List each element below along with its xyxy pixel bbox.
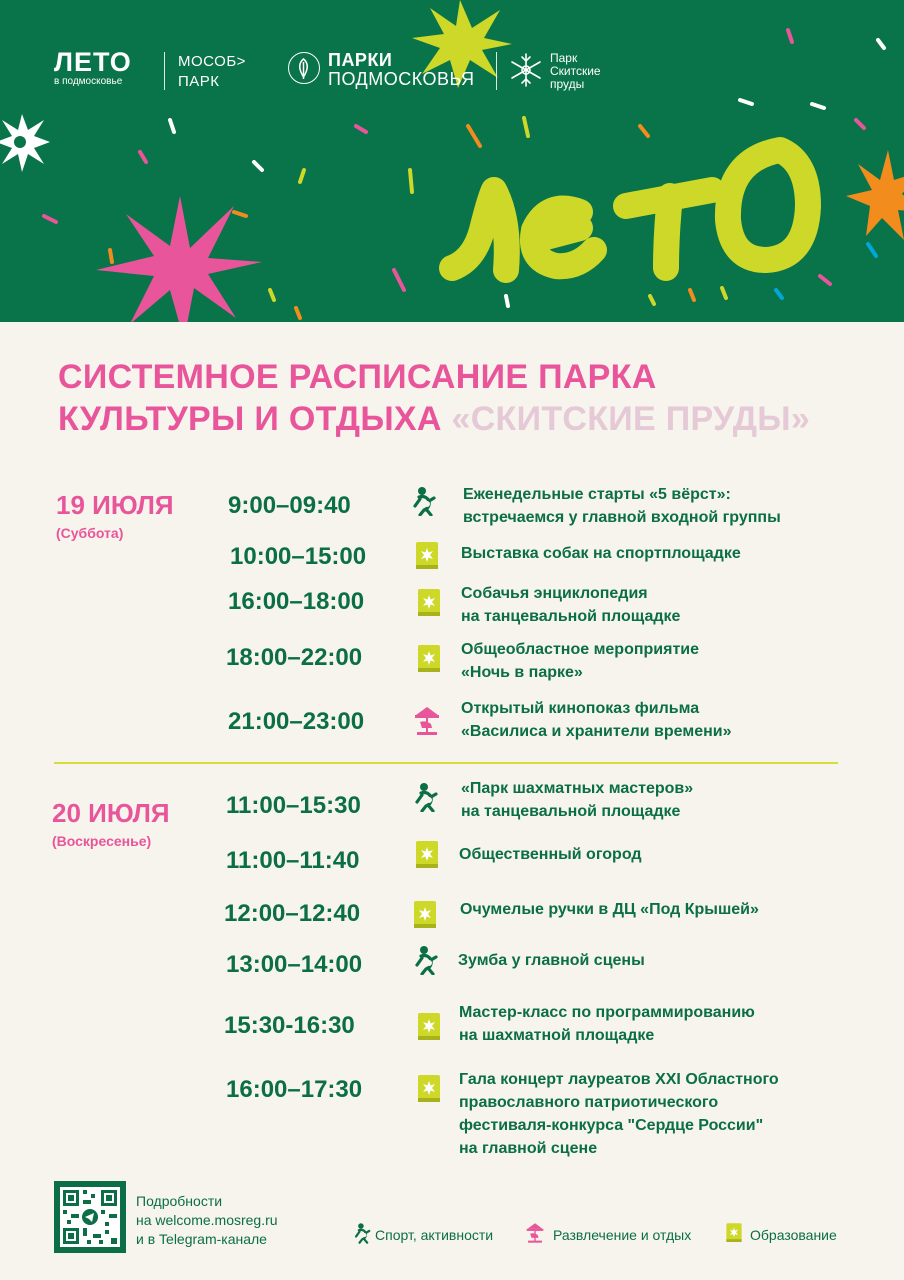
day-weekday: (Суббота) (56, 525, 124, 541)
event-time: 15:30-16:30 (224, 1012, 355, 1039)
event-text-line1: Гала концерт лауреатов XXI Областного (459, 1071, 779, 1088)
schedule-row (0, 641, 904, 681)
more-info (136, 1192, 278, 1249)
event-text-line1: Мастер-класс по программированию (459, 1004, 755, 1021)
qr-code-pattern (54, 1181, 126, 1253)
event-text-line1: Зумба у главной сцены (458, 952, 645, 969)
day-divider (54, 762, 838, 764)
schedule-row (0, 1004, 904, 1044)
logo-skit-line1: Парк (550, 51, 578, 65)
education-icon (414, 840, 440, 870)
title-line1: СИСТЕМНОЕ РАСПИСАНИЕ ПАРКА (58, 358, 657, 396)
event-text-line1: «Парк шахматных мастеров» (461, 780, 694, 797)
schedule-row (0, 949, 904, 978)
entertainment-icon (414, 706, 440, 736)
schedule-row (0, 541, 904, 570)
event-text-line1: Очумелые ручки в ДЦ «Под Крышей» (460, 901, 759, 918)
event-text (459, 843, 642, 866)
hero-lettering (430, 110, 850, 290)
logo-mosob-line2: ПАРК (178, 73, 220, 90)
education-icon (416, 1012, 442, 1042)
event-text (458, 949, 645, 972)
schedule-row (0, 898, 904, 927)
event-text-line1: Выставка собак на спортплощадке (461, 545, 741, 562)
legend-label: Развлечение и отдых (553, 1227, 692, 1243)
education-icon (414, 541, 440, 571)
logo-leto-title: ЛЕТО (54, 47, 132, 77)
event-text (461, 542, 741, 565)
more-info-line1: Подробности (136, 1193, 223, 1209)
event-text-line2: православного патриотического (459, 1094, 719, 1111)
event-time: 16:00–17:30 (226, 1076, 363, 1103)
logo-separator (164, 52, 165, 90)
day-date: 19 ИЮЛЯ (56, 490, 174, 520)
event-text-line2: «Ночь в парке» (461, 664, 583, 681)
logo-separator (496, 52, 497, 90)
hero-lettering-svg (430, 110, 850, 290)
schedule-row (0, 845, 904, 874)
event-text-line2: встречаемся у главной входной группы (463, 509, 781, 526)
logo-skit-text (550, 52, 601, 91)
event-text-line1: Собачья энциклопедия (461, 585, 648, 602)
education-icon (725, 1222, 743, 1244)
event-text (459, 1001, 755, 1047)
page-title (58, 356, 888, 440)
logo-mosobpark[interactable] (178, 52, 246, 92)
event-text-line1: Общеобластное мероприятие (461, 641, 700, 658)
header-banner (0, 0, 904, 322)
logo-parki-line1: ПАРКИ (328, 50, 393, 70)
event-time: 11:00–15:30 (226, 792, 361, 819)
education-icon (416, 644, 442, 674)
event-time: 12:00–12:40 (224, 900, 361, 927)
entertainment-icon (526, 1222, 544, 1244)
event-text (461, 697, 731, 743)
schedule-row (0, 1071, 904, 1157)
legend-label: Образование (750, 1227, 837, 1243)
event-text-line2: на танцевальной площадке (461, 608, 681, 625)
event-time: 10:00–15:00 (230, 543, 367, 570)
event-text-line1: Еженедельные старты «5 вёрст»: (463, 486, 731, 503)
event-text (459, 1068, 779, 1160)
event-text-line3: фестиваля-конкурса "Сердце России" (459, 1117, 764, 1134)
event-text-line2: «Василиса и хранители времени» (461, 723, 732, 740)
orange-star (846, 150, 904, 240)
title-line2-main: КУЛЬТУРЫ И ОТДЫХА (58, 400, 442, 438)
title-park-name: «СКИТСКИЕ ПРУДЫ» (451, 400, 811, 438)
event-time: 9:00–09:40 (228, 492, 351, 519)
event-text-line4: на главной сцене (459, 1140, 598, 1157)
event-text (461, 582, 680, 628)
legend-label: Спорт, активности (375, 1227, 494, 1243)
title-line2 (58, 398, 888, 440)
event-text-line1: Открытый кинопоказ фильма (461, 700, 700, 717)
sport-icon (414, 782, 440, 812)
more-info-line2[interactable]: на welcome.mosreg.ru (136, 1212, 278, 1228)
event-text (461, 638, 699, 684)
sport-icon (414, 945, 440, 975)
event-text-line1: Общественный огород (459, 846, 642, 863)
schedule-row (0, 700, 904, 740)
snowflake-icon (508, 52, 544, 88)
schedule-row (0, 585, 904, 625)
event-text (463, 483, 781, 529)
event-time: 18:00–22:00 (226, 644, 363, 671)
more-info-line3: и в Telegram-канале (136, 1231, 267, 1247)
event-text-line2: на шахматной площадке (459, 1027, 655, 1044)
event-time: 11:00–11:40 (226, 847, 360, 874)
day-date-block (56, 490, 174, 541)
event-time: 16:00–18:00 (228, 588, 365, 615)
event-time: 13:00–14:00 (226, 951, 363, 978)
education-icon (412, 900, 438, 930)
event-text-line2: на танцевальной площадке (461, 803, 681, 820)
logo-leto-subtitle: в подмосковье (54, 76, 123, 87)
event-time: 21:00–23:00 (228, 708, 365, 735)
logo-leto[interactable] (54, 48, 154, 88)
logo-mosob-line1: МОСОБ> (178, 53, 246, 70)
sport-icon (354, 1222, 372, 1244)
logo-skit-line3: пруды (550, 77, 585, 91)
leaf-icon (288, 52, 320, 84)
sport-icon (412, 486, 438, 516)
event-text (461, 777, 693, 823)
logo-skit-line2: Скитские (550, 64, 601, 78)
education-icon (416, 588, 442, 618)
day-weekday: (Воскресенье) (52, 833, 152, 849)
event-text (460, 898, 759, 921)
qr-code[interactable] (54, 1181, 126, 1253)
day-date: 20 ИЮЛЯ (52, 798, 170, 828)
day-date-block (52, 798, 170, 849)
education-icon (416, 1074, 442, 1104)
logo-parki-line2: ПОДМОСКОВЬЯ (328, 69, 475, 89)
